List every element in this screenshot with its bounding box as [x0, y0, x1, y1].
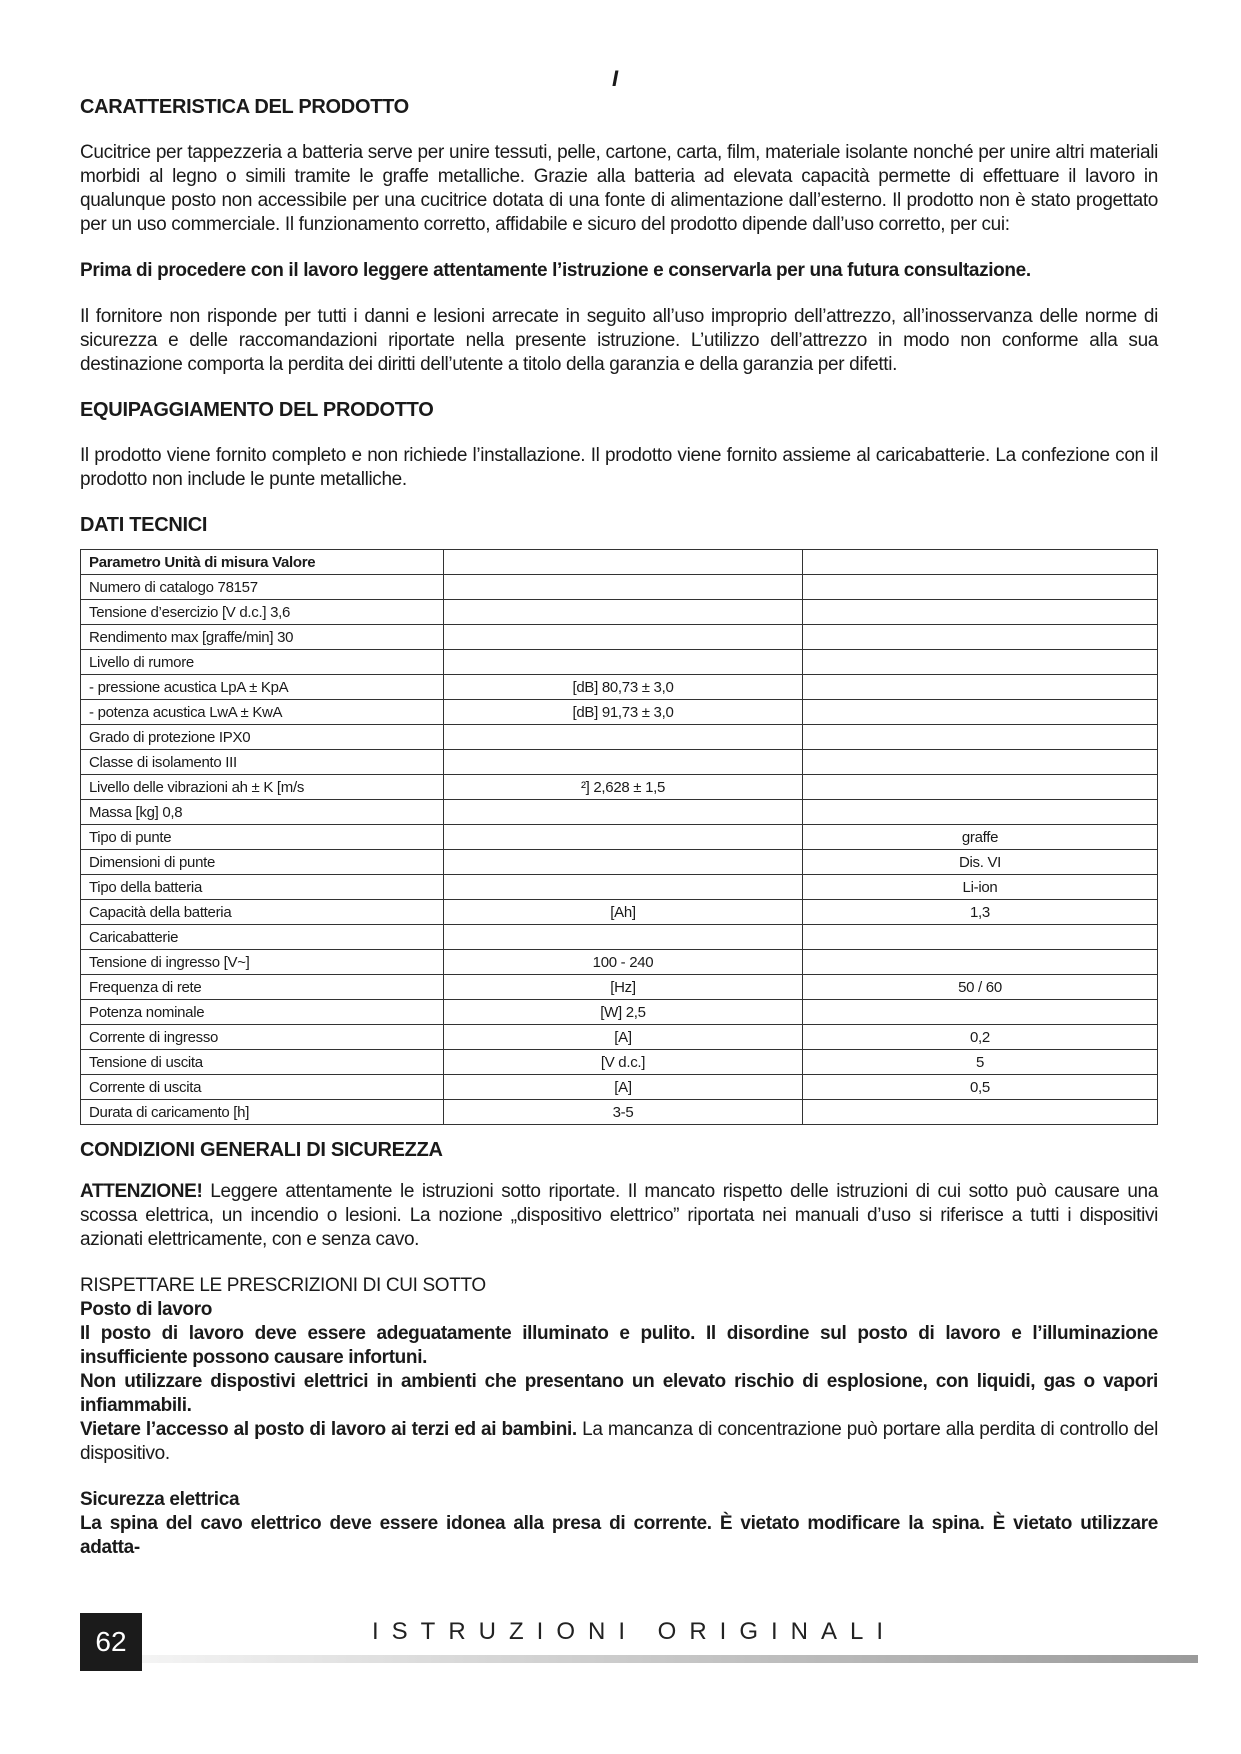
table-cell — [803, 750, 1158, 775]
table-cell: Dimensioni di punte — [81, 850, 444, 875]
table-cell: Massa [kg] 0,8 — [81, 800, 444, 825]
attention-paragraph — [80, 1180, 1158, 1252]
table-cell: - pressione acustica LpA ± KpA — [81, 675, 444, 700]
table-cell: Tipo della batteria — [81, 875, 444, 900]
table-cell: Tipo di punte — [81, 825, 444, 850]
equipment-description: Il prodotto viene fornito completo e non richiede l’installazione. Il prodotto viene fornito assieme al caricabatterie. La confezione con il prodotto non include le punte metalliche. — [80, 445, 1158, 490]
table-cell: - potenza acustica LwA ± KwA — [81, 700, 444, 725]
table-row — [81, 850, 1158, 875]
table-cell — [444, 825, 803, 850]
table-cell — [444, 550, 803, 575]
electric-safety-title: Sicurezza elettrica — [80, 1489, 240, 1510]
liability-disclaimer: Il fornitore non risponde per tutti i danni e lesioni arrecate in seguito all’uso improprio dell’attrezzo, all’inosservanza delle norme di sicurezza e delle raccomandazioni riportate nella presente istruzione. L’utilizzo dell’attrezzo in modo non conforme alla sua destinazione comporta la perdita dei diritti dell’utente a titolo della garanzia e della garanzia per difetti. — [80, 306, 1158, 375]
table-cell — [803, 700, 1158, 725]
table-cell — [803, 925, 1158, 950]
table-cell: 50 / 60 — [803, 975, 1158, 1000]
table-row — [81, 675, 1158, 700]
page-number: 62 — [80, 1613, 142, 1671]
table-cell — [803, 600, 1158, 625]
table-cell: [W] 2,5 — [444, 1000, 803, 1025]
table-cell: Classe di isolamento III — [81, 750, 444, 775]
table-row — [81, 1025, 1158, 1050]
table-cell: Grado di protezione IPX0 — [81, 725, 444, 750]
table-cell — [444, 800, 803, 825]
safety-rules — [80, 1274, 1158, 1560]
section-title-technical-data: DATI TECNICI — [80, 514, 208, 536]
table-cell: [V d.c.] — [444, 1050, 803, 1075]
table-cell: 100 - 240 — [444, 950, 803, 975]
workplace-rule-2: Non utilizzare dispostivi elettrici in ambienti che presentano un elevato rischio di esplosione, con liquidi, gas o vapori infiammabili. — [80, 1371, 1158, 1416]
table-cell: Corrente di uscita — [81, 1075, 444, 1100]
section-title-product-features: CARATTERISTICA DEL PRODOTTO — [80, 96, 409, 118]
table-cell: [Hz] — [444, 975, 803, 1000]
table-cell — [444, 850, 803, 875]
table-row — [81, 1050, 1158, 1075]
table-cell — [444, 600, 803, 625]
table-cell: [A] — [444, 1075, 803, 1100]
table-cell: Dis. VI — [803, 850, 1158, 875]
workplace-rule-3 — [80, 1418, 1158, 1466]
table-cell: 3-5 — [444, 1100, 803, 1125]
table-row — [81, 575, 1158, 600]
table-cell — [444, 725, 803, 750]
workplace-title: Posto di lavoro — [80, 1299, 212, 1320]
table-cell: 0,5 — [803, 1075, 1158, 1100]
table-row — [81, 925, 1158, 950]
table-row — [81, 1100, 1158, 1125]
table-cell: Livello delle vibrazioni ah ± K [m/s — [81, 775, 444, 800]
table-cell: [dB] 80,73 ± 3,0 — [444, 675, 803, 700]
table-cell: Potenza nominale — [81, 1000, 444, 1025]
table-cell: Corrente di ingresso — [81, 1025, 444, 1050]
table-cell — [803, 575, 1158, 600]
table-cell: Li-ion — [803, 875, 1158, 900]
table-cell: [A] — [444, 1025, 803, 1050]
table-cell: Rendimento max [graffe/min] 30 — [81, 625, 444, 650]
table-row — [81, 775, 1158, 800]
language-marker: I — [612, 66, 619, 91]
page-content — [80, 96, 1158, 1560]
table-cell — [803, 800, 1158, 825]
table-row — [81, 750, 1158, 775]
table-cell: Tensione di ingresso [V~] — [81, 950, 444, 975]
table-row — [81, 700, 1158, 725]
table-header-row — [81, 550, 1158, 575]
table-row — [81, 900, 1158, 925]
table-cell — [803, 550, 1158, 575]
table-row — [81, 1000, 1158, 1025]
table-cell: Parametro Unità di misura Valore — [81, 550, 444, 575]
table-row — [81, 600, 1158, 625]
table-cell — [803, 650, 1158, 675]
table-row — [81, 825, 1158, 850]
table-cell: graffe — [803, 825, 1158, 850]
table-cell: ²] 2,628 ± 1,5 — [444, 775, 803, 800]
table-cell — [803, 775, 1158, 800]
table-cell — [803, 725, 1158, 750]
table-cell: Tensione d’esercizio [V d.c.] 3,6 — [81, 600, 444, 625]
table-row — [81, 1075, 1158, 1100]
table-cell: 5 — [803, 1050, 1158, 1075]
table-row — [81, 650, 1158, 675]
product-description: Cucitrice per tappezzeria a batteria serve per unire tessuti, pelle, cartone, carta, film, materiale isolante nonché per unire altri materiali morbidi al legno o simili tramite le graffe metalliche. Grazie alla batteria ad elevata capacità permette di effettuare il lavoro in qualunque posto non accessibile per una cucitrice dotata di una fonte di alimentazione dall’esterno. Il prodotto non è stato progettato per un uso commerciale. Il funzionamento corretto, affidabile e sicuro del prodotto dipende dall’uso corretto, per cui: — [80, 142, 1158, 235]
table-cell: Livello di rumore — [81, 650, 444, 675]
table-cell: [Ah] — [444, 900, 803, 925]
footer-gradient-bar — [142, 1655, 1198, 1663]
technical-data-table — [80, 549, 1158, 1125]
table-cell: Durata di caricamento [h] — [81, 1100, 444, 1125]
table-row — [81, 625, 1158, 650]
table-cell — [803, 1000, 1158, 1025]
table-cell — [803, 625, 1158, 650]
table-cell — [803, 675, 1158, 700]
footer-label: ISTRUZIONI ORIGINALI — [372, 1618, 897, 1645]
table-row — [81, 950, 1158, 975]
table-cell: Numero di catalogo 78157 — [81, 575, 444, 600]
table-cell — [444, 625, 803, 650]
table-cell — [444, 575, 803, 600]
read-instructions-notice: Prima di procedere con il lavoro leggere attentamente l’istruzione e conservarla per una futura consultazione. — [80, 260, 1031, 281]
table-cell: Tensione di uscita — [81, 1050, 444, 1075]
table-cell: 0,2 — [803, 1025, 1158, 1050]
table-cell — [444, 925, 803, 950]
table-cell: Frequenza di rete — [81, 975, 444, 1000]
table-cell — [803, 1100, 1158, 1125]
attention-label: ATTENZIONE! — [80, 1181, 203, 1202]
table-row — [81, 975, 1158, 1000]
table-cell: 1,3 — [803, 900, 1158, 925]
table-cell — [444, 750, 803, 775]
workplace-rule-3-plain: La mancanza di concentrazione può portare alla perdita di controllo del dispositivo. — [80, 1419, 1158, 1464]
table-cell: [dB] 91,73 ± 3,0 — [444, 700, 803, 725]
attention-text: Leggere attentamente le istruzioni sotto riportate. Il mancato rispetto delle istruzioni di cui sotto può causare una scossa elettrica, un incendio o lesioni. La nozione „dispositivo elettrico” riportata nei manuali d’uso si riferisce a tutti i dispositivi azionati elettricamente, con e senza cavo. — [80, 1181, 1158, 1250]
workplace-rule-3-bold: Vietare l’accesso al posto di lavoro ai terzi ed ai bambini. — [80, 1419, 577, 1440]
electric-rule-1: La spina del cavo elettrico deve essere idonea alla presa di corrente. È vietato modificare la spina. È vietato utilizzare adatta- — [80, 1513, 1158, 1558]
table-cell: Caricabatterie — [81, 925, 444, 950]
table-cell — [444, 650, 803, 675]
section-title-equipment: EQUIPAGGIAMENTO DEL PRODOTTO — [80, 399, 434, 421]
table-row — [81, 725, 1158, 750]
section-title-safety: CONDIZIONI GENERALI DI SICUREZZA — [80, 1139, 443, 1161]
table-row — [81, 800, 1158, 825]
table-cell — [444, 875, 803, 900]
table-cell: Capacità della batteria — [81, 900, 444, 925]
table-cell — [803, 950, 1158, 975]
prescriptions-heading: RISPETTARE LE PRESCRIZIONI DI CUI SOTTO — [80, 1275, 486, 1296]
workplace-rule-1: Il posto di lavoro deve essere adeguatamente illuminato e pulito. Il disordine sul posto di lavoro e l’illuminazione insufficiente possono causare infortuni. — [80, 1323, 1158, 1368]
table-row — [81, 875, 1158, 900]
